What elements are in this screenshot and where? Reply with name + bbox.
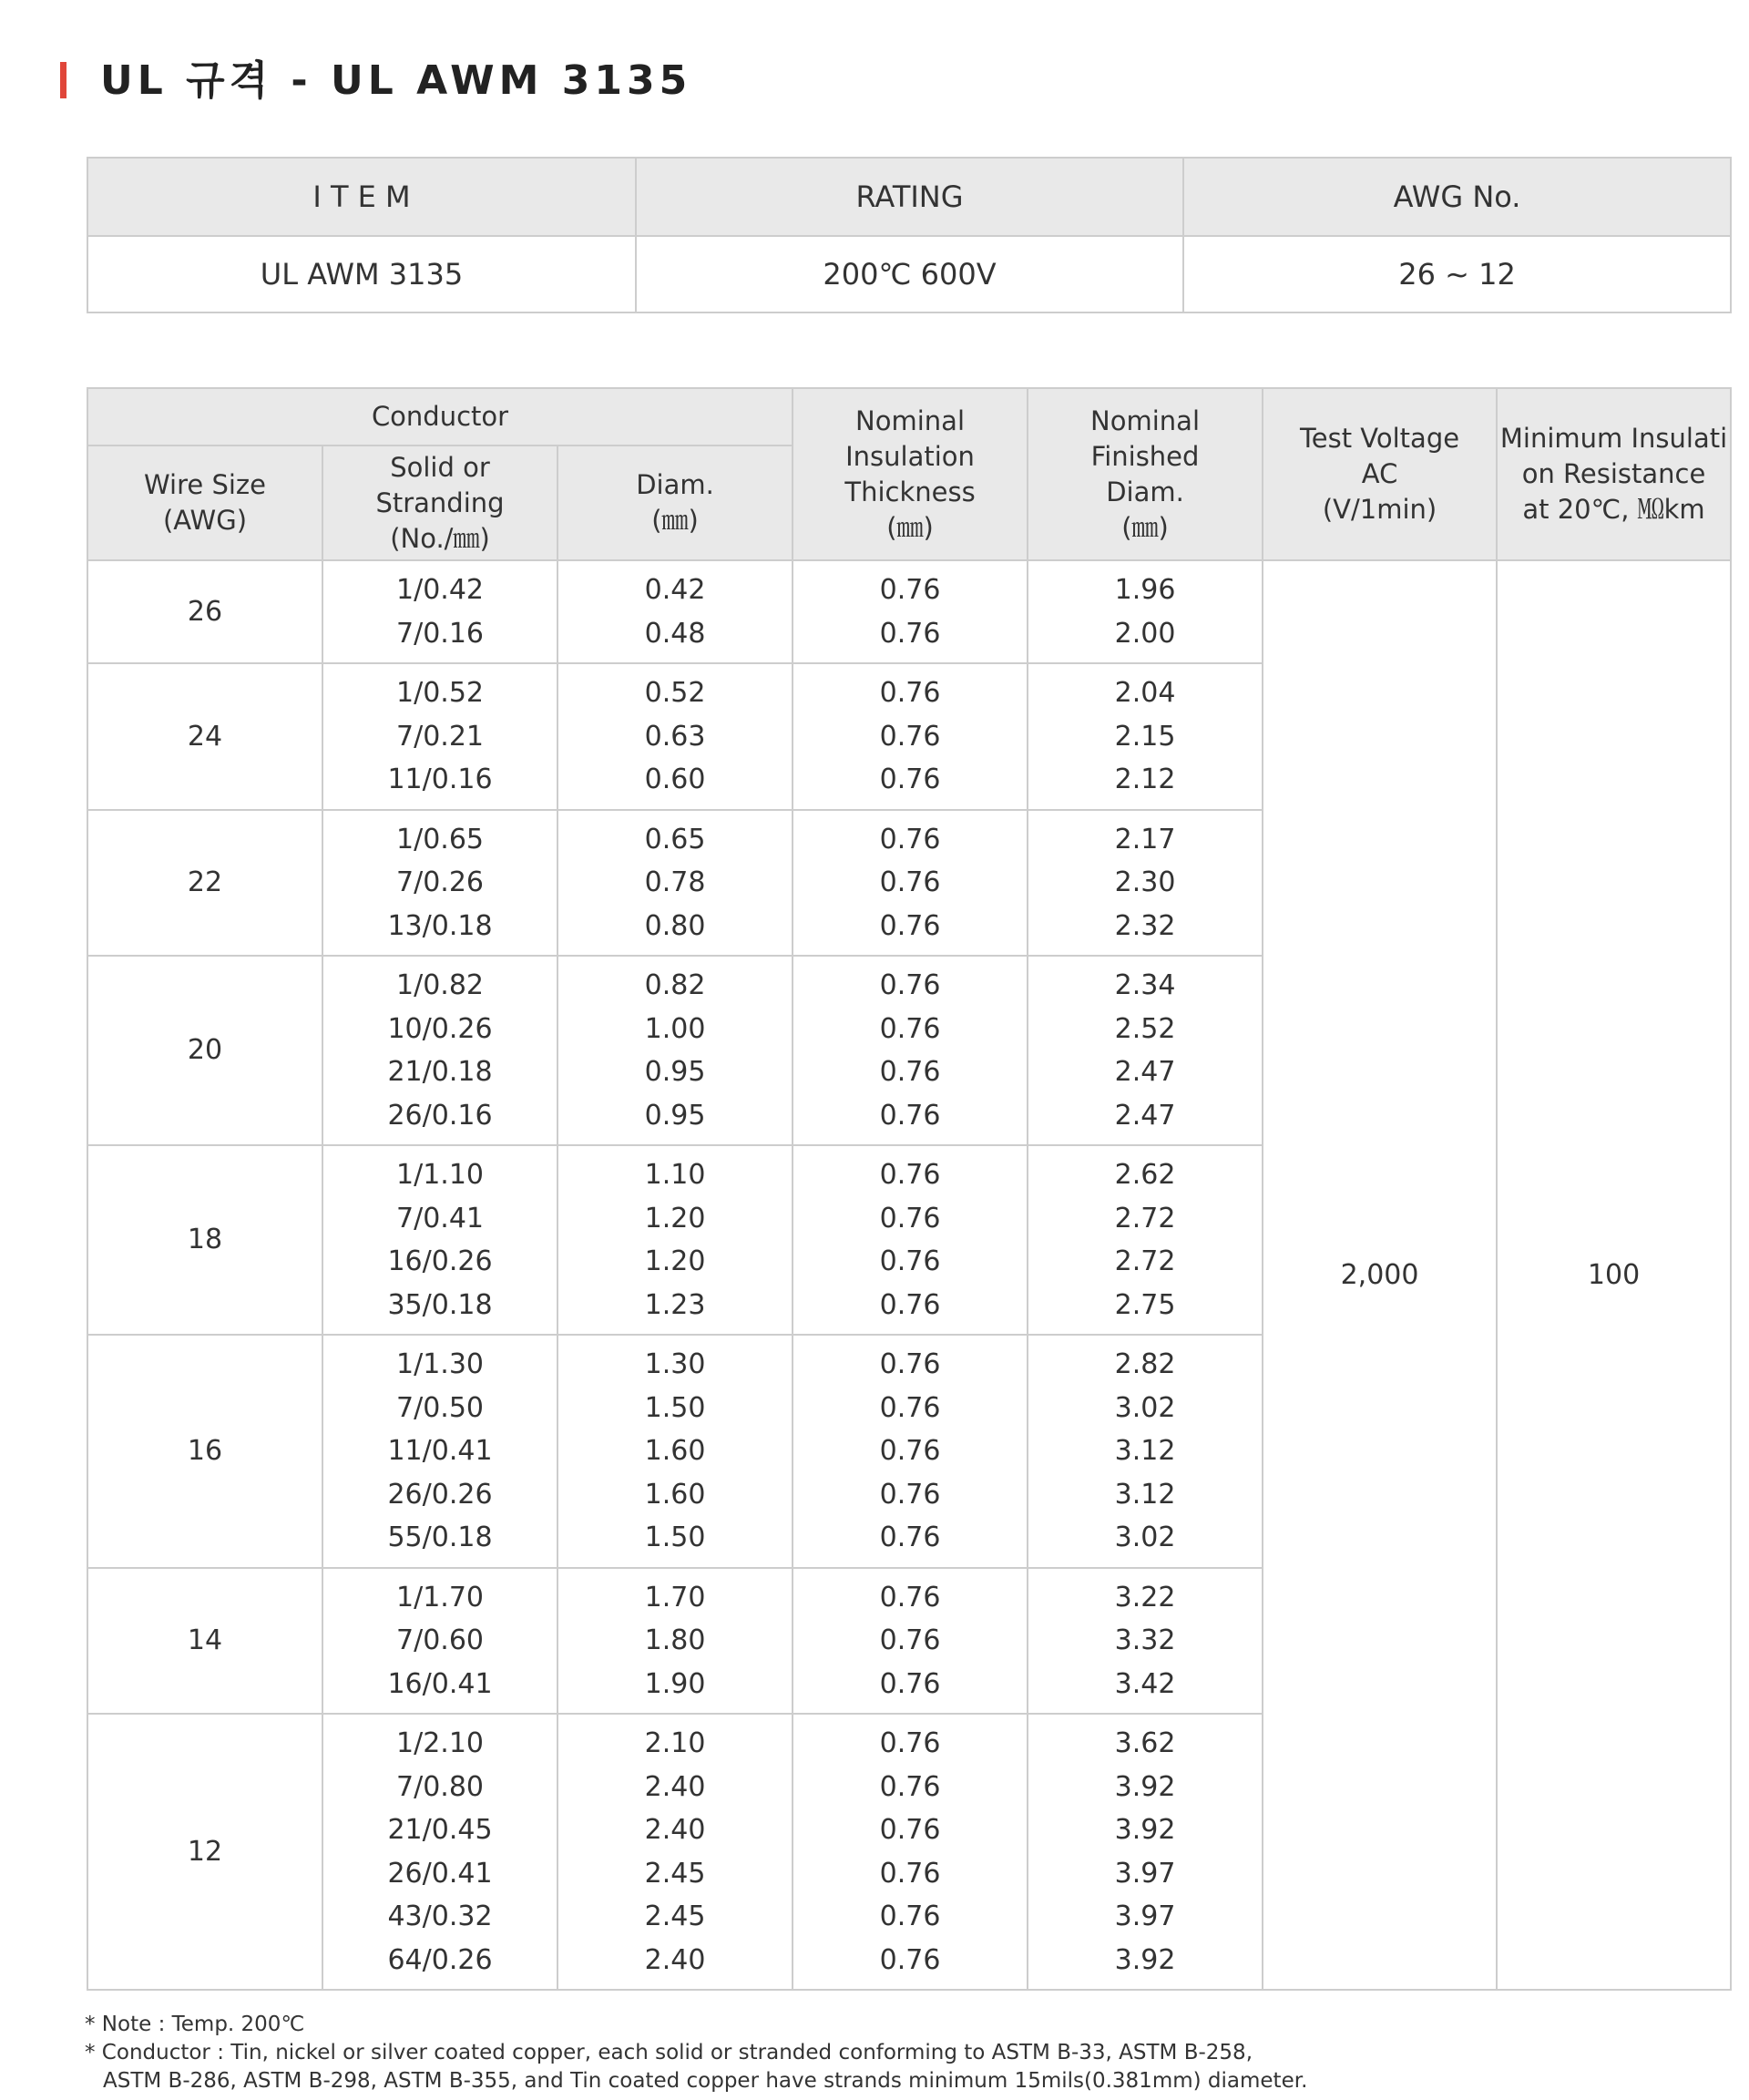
diam-value: 1.23 (644, 1288, 706, 1321)
header-wire-size-l2: (AWG) (162, 505, 248, 536)
wire-spec-body (87, 560, 1731, 1990)
stranding-value: 7/0.50 (396, 1391, 484, 1424)
spec-item-value: UL AWM 3135 (87, 236, 636, 312)
diam-cell (557, 1145, 793, 1335)
wire-spec-table (87, 387, 1732, 1991)
insulation-cell (793, 1714, 1028, 1990)
wire-size-cell: 24 (87, 663, 322, 810)
title-accent-bar (60, 62, 66, 98)
stranding-value: 7/0.26 (396, 866, 484, 898)
insulation-value: 0.76 (879, 1814, 941, 1846)
finished-value: 3.02 (1114, 1391, 1176, 1424)
stranding-value: 64/0.26 (387, 1943, 493, 1976)
finished-value: 3.22 (1114, 1581, 1176, 1613)
header-resistance-l2: on Resistance (1521, 458, 1706, 489)
stranding-value: 1/0.65 (396, 823, 484, 855)
wire-size-cell: 20 (87, 956, 322, 1145)
diam-cell (557, 956, 793, 1145)
diam-value: 0.78 (644, 866, 706, 898)
finished-value: 3.97 (1114, 1857, 1176, 1890)
insulation-value: 0.76 (879, 866, 941, 898)
finished-value: 2.30 (1114, 866, 1176, 898)
stranding-value: 16/0.41 (387, 1667, 493, 1700)
insulation-cell (793, 1145, 1028, 1335)
finished-value: 2.82 (1114, 1348, 1176, 1380)
insulation-cell (793, 560, 1028, 663)
header-insulation (793, 388, 1028, 560)
insulation-value: 0.76 (879, 677, 941, 709)
stranding-value: 1/0.42 (396, 574, 484, 606)
finished-cell (1028, 1335, 1263, 1568)
insulation-value: 0.76 (879, 574, 941, 606)
insulation-value: 0.76 (879, 1288, 941, 1321)
diam-value: 1.50 (644, 1521, 706, 1553)
diam-value: 0.95 (644, 1056, 706, 1088)
finished-cell (1028, 1145, 1263, 1335)
diam-value: 2.45 (644, 1900, 706, 1932)
wire-size-cell: 14 (87, 1568, 322, 1715)
insulation-value: 0.76 (879, 1012, 941, 1045)
header-stranding (322, 446, 557, 560)
insulation-value: 0.76 (879, 617, 941, 650)
finished-value: 2.15 (1114, 720, 1176, 753)
header-insulation-l2: Insulation (845, 440, 975, 472)
insulation-value: 0.76 (879, 1435, 941, 1467)
finished-cell (1028, 560, 1263, 663)
insulation-value: 0.76 (879, 1521, 941, 1553)
diam-value: 2.45 (644, 1857, 706, 1890)
header-stranding-l2: (No./㎜) (390, 522, 490, 554)
finished-value: 3.92 (1114, 1943, 1176, 1976)
table-row (87, 560, 1731, 663)
insulation-value: 0.76 (879, 969, 941, 1001)
header-resistance (1497, 388, 1731, 560)
stranding-value: 43/0.32 (387, 1900, 493, 1932)
stranding-value: 21/0.18 (387, 1056, 493, 1088)
finished-value: 3.62 (1114, 1727, 1176, 1759)
diam-value: 0.48 (644, 617, 706, 650)
wire-size-cell: 16 (87, 1335, 322, 1568)
diam-value: 0.80 (644, 909, 706, 942)
stranding-value: 1/1.10 (396, 1159, 484, 1191)
stranding-value: 7/0.16 (396, 617, 484, 650)
insulation-value: 0.76 (879, 1245, 941, 1277)
note-temp: * Note : Temp. 200℃ (85, 2013, 305, 2036)
stranding-value: 1/2.10 (396, 1727, 484, 1759)
finished-value: 2.52 (1114, 1012, 1176, 1045)
header-finished-l1: Nominal (1090, 405, 1200, 436)
stranding-value: 1/0.82 (396, 969, 484, 1001)
diam-value: 1.70 (644, 1581, 706, 1613)
finished-cell (1028, 1714, 1263, 1990)
diam-value: 1.30 (644, 1348, 706, 1380)
finished-cell (1028, 1568, 1263, 1715)
diam-value: 0.65 (644, 823, 706, 855)
stranding-value: 35/0.18 (387, 1288, 493, 1321)
header-insulation-l4: (㎜) (886, 511, 934, 543)
spec-header-awg: AWG No. (1183, 158, 1731, 236)
finished-cell (1028, 956, 1263, 1145)
insulation-value: 0.76 (879, 1391, 941, 1424)
insulation-value: 0.76 (879, 1099, 941, 1132)
finished-value: 2.72 (1114, 1245, 1176, 1277)
spec-table (87, 157, 1732, 313)
diam-value: 2.40 (644, 1943, 706, 1976)
spec-header-rating: RATING (636, 158, 1183, 236)
insulation-value: 0.76 (879, 1159, 941, 1191)
stranding-value: 1/1.30 (396, 1348, 484, 1380)
header-diam-l1: Diam. (636, 469, 714, 500)
stranding-value: 7/0.80 (396, 1770, 484, 1803)
finished-value: 2.12 (1114, 763, 1176, 795)
stranding-cell (322, 560, 557, 663)
insulation-value: 0.76 (879, 1770, 941, 1803)
insulation-cell (793, 956, 1028, 1145)
diam-value: 1.50 (644, 1391, 706, 1424)
finished-value: 3.97 (1114, 1900, 1176, 1932)
insulation-value: 0.76 (879, 1202, 941, 1234)
insulation-cell (793, 663, 1028, 810)
finished-value: 2.17 (1114, 823, 1176, 855)
insulation-value: 0.76 (879, 763, 941, 795)
diam-value: 1.90 (644, 1667, 706, 1700)
stranding-value: 11/0.16 (387, 763, 493, 795)
header-resistance-l1: Minimum Insulati (1499, 423, 1728, 454)
finished-value: 2.00 (1114, 617, 1176, 650)
diam-value: 1.20 (644, 1202, 706, 1234)
stranding-cell (322, 1335, 557, 1568)
finished-value: 3.92 (1114, 1770, 1176, 1803)
stranding-cell (322, 1568, 557, 1715)
diam-value: 2.10 (644, 1727, 706, 1759)
header-diam (557, 446, 793, 560)
page-title: UL 규격 - UL AWM 3135 (100, 57, 692, 104)
stranding-cell (322, 663, 557, 810)
finished-value: 3.92 (1114, 1814, 1176, 1846)
header-wire-size (87, 446, 322, 560)
header-test-voltage-l3: (V/1min) (1322, 494, 1437, 525)
header-finished-l2: Finished (1090, 440, 1200, 472)
insulation-value: 0.76 (879, 1348, 941, 1380)
header-finished-l4: (㎜) (1121, 511, 1169, 543)
header-test-voltage (1263, 388, 1497, 560)
resistance-value: 100 (1497, 560, 1731, 1990)
finished-value: 3.42 (1114, 1667, 1176, 1700)
spec-header-item: I T E M (87, 158, 636, 236)
header-conductor: Conductor (87, 388, 793, 446)
insulation-value: 0.76 (879, 1900, 941, 1932)
stranding-cell (322, 1145, 557, 1335)
insulation-cell (793, 1335, 1028, 1568)
finished-value: 1.96 (1114, 574, 1176, 606)
header-test-voltage-l2: AC (1361, 458, 1398, 489)
notes (85, 2011, 1307, 2095)
diam-value: 1.20 (644, 1245, 706, 1277)
stranding-value: 13/0.18 (387, 909, 493, 942)
diam-value: 1.80 (644, 1624, 706, 1656)
diam-value: 1.60 (644, 1435, 706, 1467)
header-stranding-l1: Solid or Stranding (375, 451, 505, 518)
diam-value: 0.82 (644, 969, 706, 1001)
stranding-cell (322, 810, 557, 957)
insulation-value: 0.76 (879, 1478, 941, 1511)
insulation-value: 0.76 (879, 1624, 941, 1656)
test-voltage-value: 2,000 (1263, 560, 1497, 1990)
finished-value: 2.04 (1114, 677, 1176, 709)
insulation-value: 0.76 (879, 1667, 941, 1700)
diam-cell (557, 1568, 793, 1715)
insulation-value: 0.76 (879, 720, 941, 753)
insulation-value: 0.76 (879, 1581, 941, 1613)
wire-size-cell: 12 (87, 1714, 322, 1990)
diam-value: 0.42 (644, 574, 706, 606)
diam-value: 1.10 (644, 1159, 706, 1191)
note-conductor: * Conductor : Tin, nickel or silver coated copper, each solid or stranded conforming to ASTM B-33, ASTM B-258, (85, 2041, 1253, 2064)
insulation-value: 0.76 (879, 1727, 941, 1759)
stranding-cell (322, 956, 557, 1145)
finished-value: 3.12 (1114, 1478, 1176, 1511)
stranding-value: 7/0.60 (396, 1624, 484, 1656)
header-insulation-l3: Thickness (844, 476, 976, 507)
stranding-value: 11/0.41 (387, 1435, 493, 1467)
spec-awg-value: 26 ~ 12 (1183, 236, 1731, 312)
insulation-value: 0.76 (879, 1857, 941, 1890)
finished-cell (1028, 663, 1263, 810)
spec-rating-value: 200℃ 600V (636, 236, 1183, 312)
wire-size-cell: 18 (87, 1145, 322, 1335)
finished-value: 2.72 (1114, 1202, 1176, 1234)
diam-value: 0.52 (644, 677, 706, 709)
finished-value: 2.62 (1114, 1159, 1176, 1191)
header-resistance-l3: at 20℃, ㏁km (1522, 494, 1705, 525)
diam-value: 0.95 (644, 1099, 706, 1132)
diam-value: 1.60 (644, 1478, 706, 1511)
insulation-cell (793, 810, 1028, 957)
finished-value: 2.47 (1114, 1056, 1176, 1088)
stranding-value: 21/0.45 (387, 1814, 493, 1846)
finished-value: 2.34 (1114, 969, 1176, 1001)
header-finished-l3: Diam. (1106, 476, 1184, 507)
diam-value: 1.00 (644, 1012, 706, 1045)
insulation-value: 0.76 (879, 909, 941, 942)
diam-cell (557, 560, 793, 663)
diam-value: 2.40 (644, 1770, 706, 1803)
finished-value: 3.02 (1114, 1521, 1176, 1553)
header-test-voltage-l1: Test Voltage (1299, 423, 1460, 454)
header-wire-size-l1: Wire Size (144, 469, 266, 500)
diam-value: 0.63 (644, 720, 706, 753)
finished-value: 2.32 (1114, 909, 1176, 942)
diam-cell (557, 810, 793, 957)
stranding-value: 26/0.41 (387, 1857, 493, 1890)
header-diam-l2: (㎜) (651, 505, 699, 536)
wire-size-cell: 26 (87, 560, 322, 663)
diam-cell (557, 1335, 793, 1568)
finished-value: 3.32 (1114, 1624, 1176, 1656)
stranding-value: 16/0.26 (387, 1245, 493, 1277)
stranding-value: 1/1.70 (396, 1581, 484, 1613)
finished-cell (1028, 810, 1263, 957)
stranding-value: 10/0.26 (387, 1012, 493, 1045)
finished-value: 3.12 (1114, 1435, 1176, 1467)
stranding-cell (322, 1714, 557, 1990)
stranding-value: 7/0.21 (396, 720, 484, 753)
note-conductor-cont: ASTM B-286, ASTM B-298, ASTM B-355, and Tin coated copper have strands minimum 15mils(0.381mm) diameter. (103, 2069, 1308, 2093)
header-insulation-l1: Nominal (855, 405, 965, 436)
wire-size-cell: 22 (87, 810, 322, 957)
diam-cell (557, 1714, 793, 1990)
insulation-value: 0.76 (879, 823, 941, 855)
finished-value: 2.75 (1114, 1288, 1176, 1321)
stranding-value: 7/0.41 (396, 1202, 484, 1234)
diam-value: 2.40 (644, 1814, 706, 1846)
stranding-value: 1/0.52 (396, 677, 484, 709)
stranding-value: 26/0.26 (387, 1478, 493, 1511)
header-finished (1028, 388, 1263, 560)
insulation-value: 0.76 (879, 1943, 941, 1976)
stranding-value: 55/0.18 (387, 1521, 493, 1553)
insulation-cell (793, 1568, 1028, 1715)
insulation-value: 0.76 (879, 1056, 941, 1088)
finished-value: 2.47 (1114, 1099, 1176, 1132)
diam-value: 0.60 (644, 763, 706, 795)
diam-cell (557, 663, 793, 810)
stranding-value: 26/0.16 (387, 1099, 493, 1132)
